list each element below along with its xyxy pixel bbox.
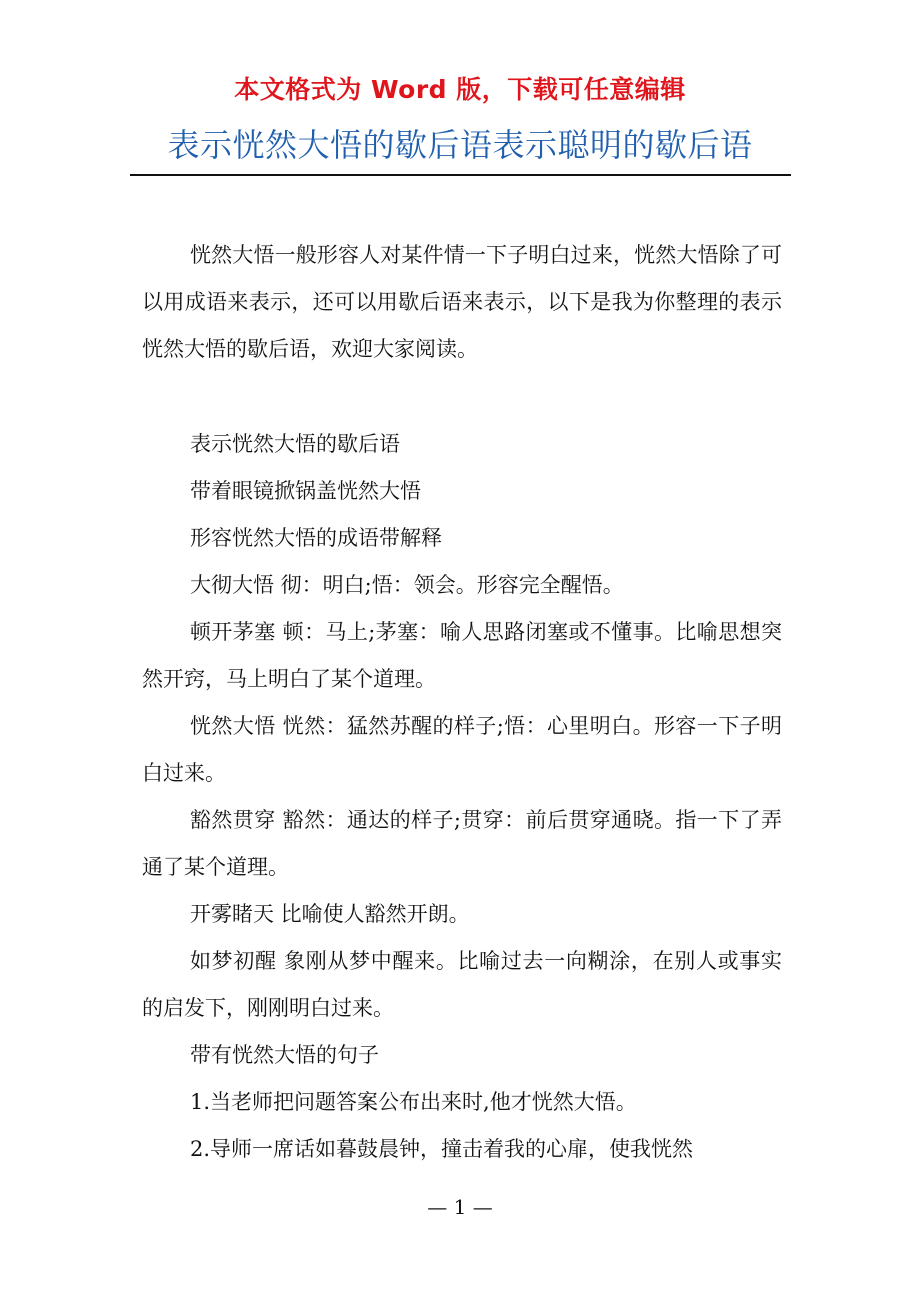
idiom-item: 恍然大悟 恍然：猛然苏醒的样子;悟：心里明白。形容一下子明白过来。 bbox=[142, 714, 782, 785]
xiehouyu-item: 带着眼镜掀锅盖恍然大悟 bbox=[190, 479, 421, 503]
page-title: 表示恍然大悟的歇后语表示聪明的歇后语 bbox=[167, 126, 753, 164]
idiom-item: 豁然贯穿 豁然：通达的样子;贯穿：前后贯穿通晓。指一下了弄通了某个道理。 bbox=[142, 808, 782, 879]
word-format-banner: 本文格式为 Word 版，下载可任意编辑 bbox=[234, 75, 686, 104]
section-heading-xiehouyu: 表示恍然大悟的歇后语 bbox=[190, 432, 400, 456]
document-body bbox=[142, 232, 782, 1173]
section-heading-idioms: 形容恍然大悟的成语带解释 bbox=[190, 526, 442, 550]
idiom-item: 开雾睹天 比喻使人豁然开朗。 bbox=[190, 902, 470, 926]
idiom-item: 顿开茅塞 顿：马上;茅塞：喻人思路闭塞或不懂事。比喻思想突然开窍，马上明白了某个道理。 bbox=[142, 620, 782, 691]
title-divider bbox=[130, 174, 791, 176]
sentence-item: 2.导师一席话如暮鼓晨钟，撞击着我的心扉，使我恍然 bbox=[190, 1137, 694, 1161]
page-number: — 1 — bbox=[427, 1195, 493, 1219]
intro-paragraph: 恍然大悟一般形容人对某件情一下子明白过来，恍然大悟除了可以用成语来表示，还可以用歇后语来表示，以下是我为你整理的表示恍然大悟的歇后语，欢迎大家阅读。 bbox=[142, 243, 782, 361]
sentence-item: 1.当老师把问题答案公布出来时,他才恍然大悟。 bbox=[190, 1090, 637, 1114]
section-heading-sentences: 带有恍然大悟的句子 bbox=[190, 1043, 379, 1067]
idiom-item: 如梦初醒 象刚从梦中醒来。比喻过去一向糊涂，在别人或事实的启发下，刚刚明白过来。 bbox=[142, 949, 782, 1020]
idiom-item: 大彻大悟 彻：明白;悟：领会。形容完全醒悟。 bbox=[190, 573, 624, 597]
